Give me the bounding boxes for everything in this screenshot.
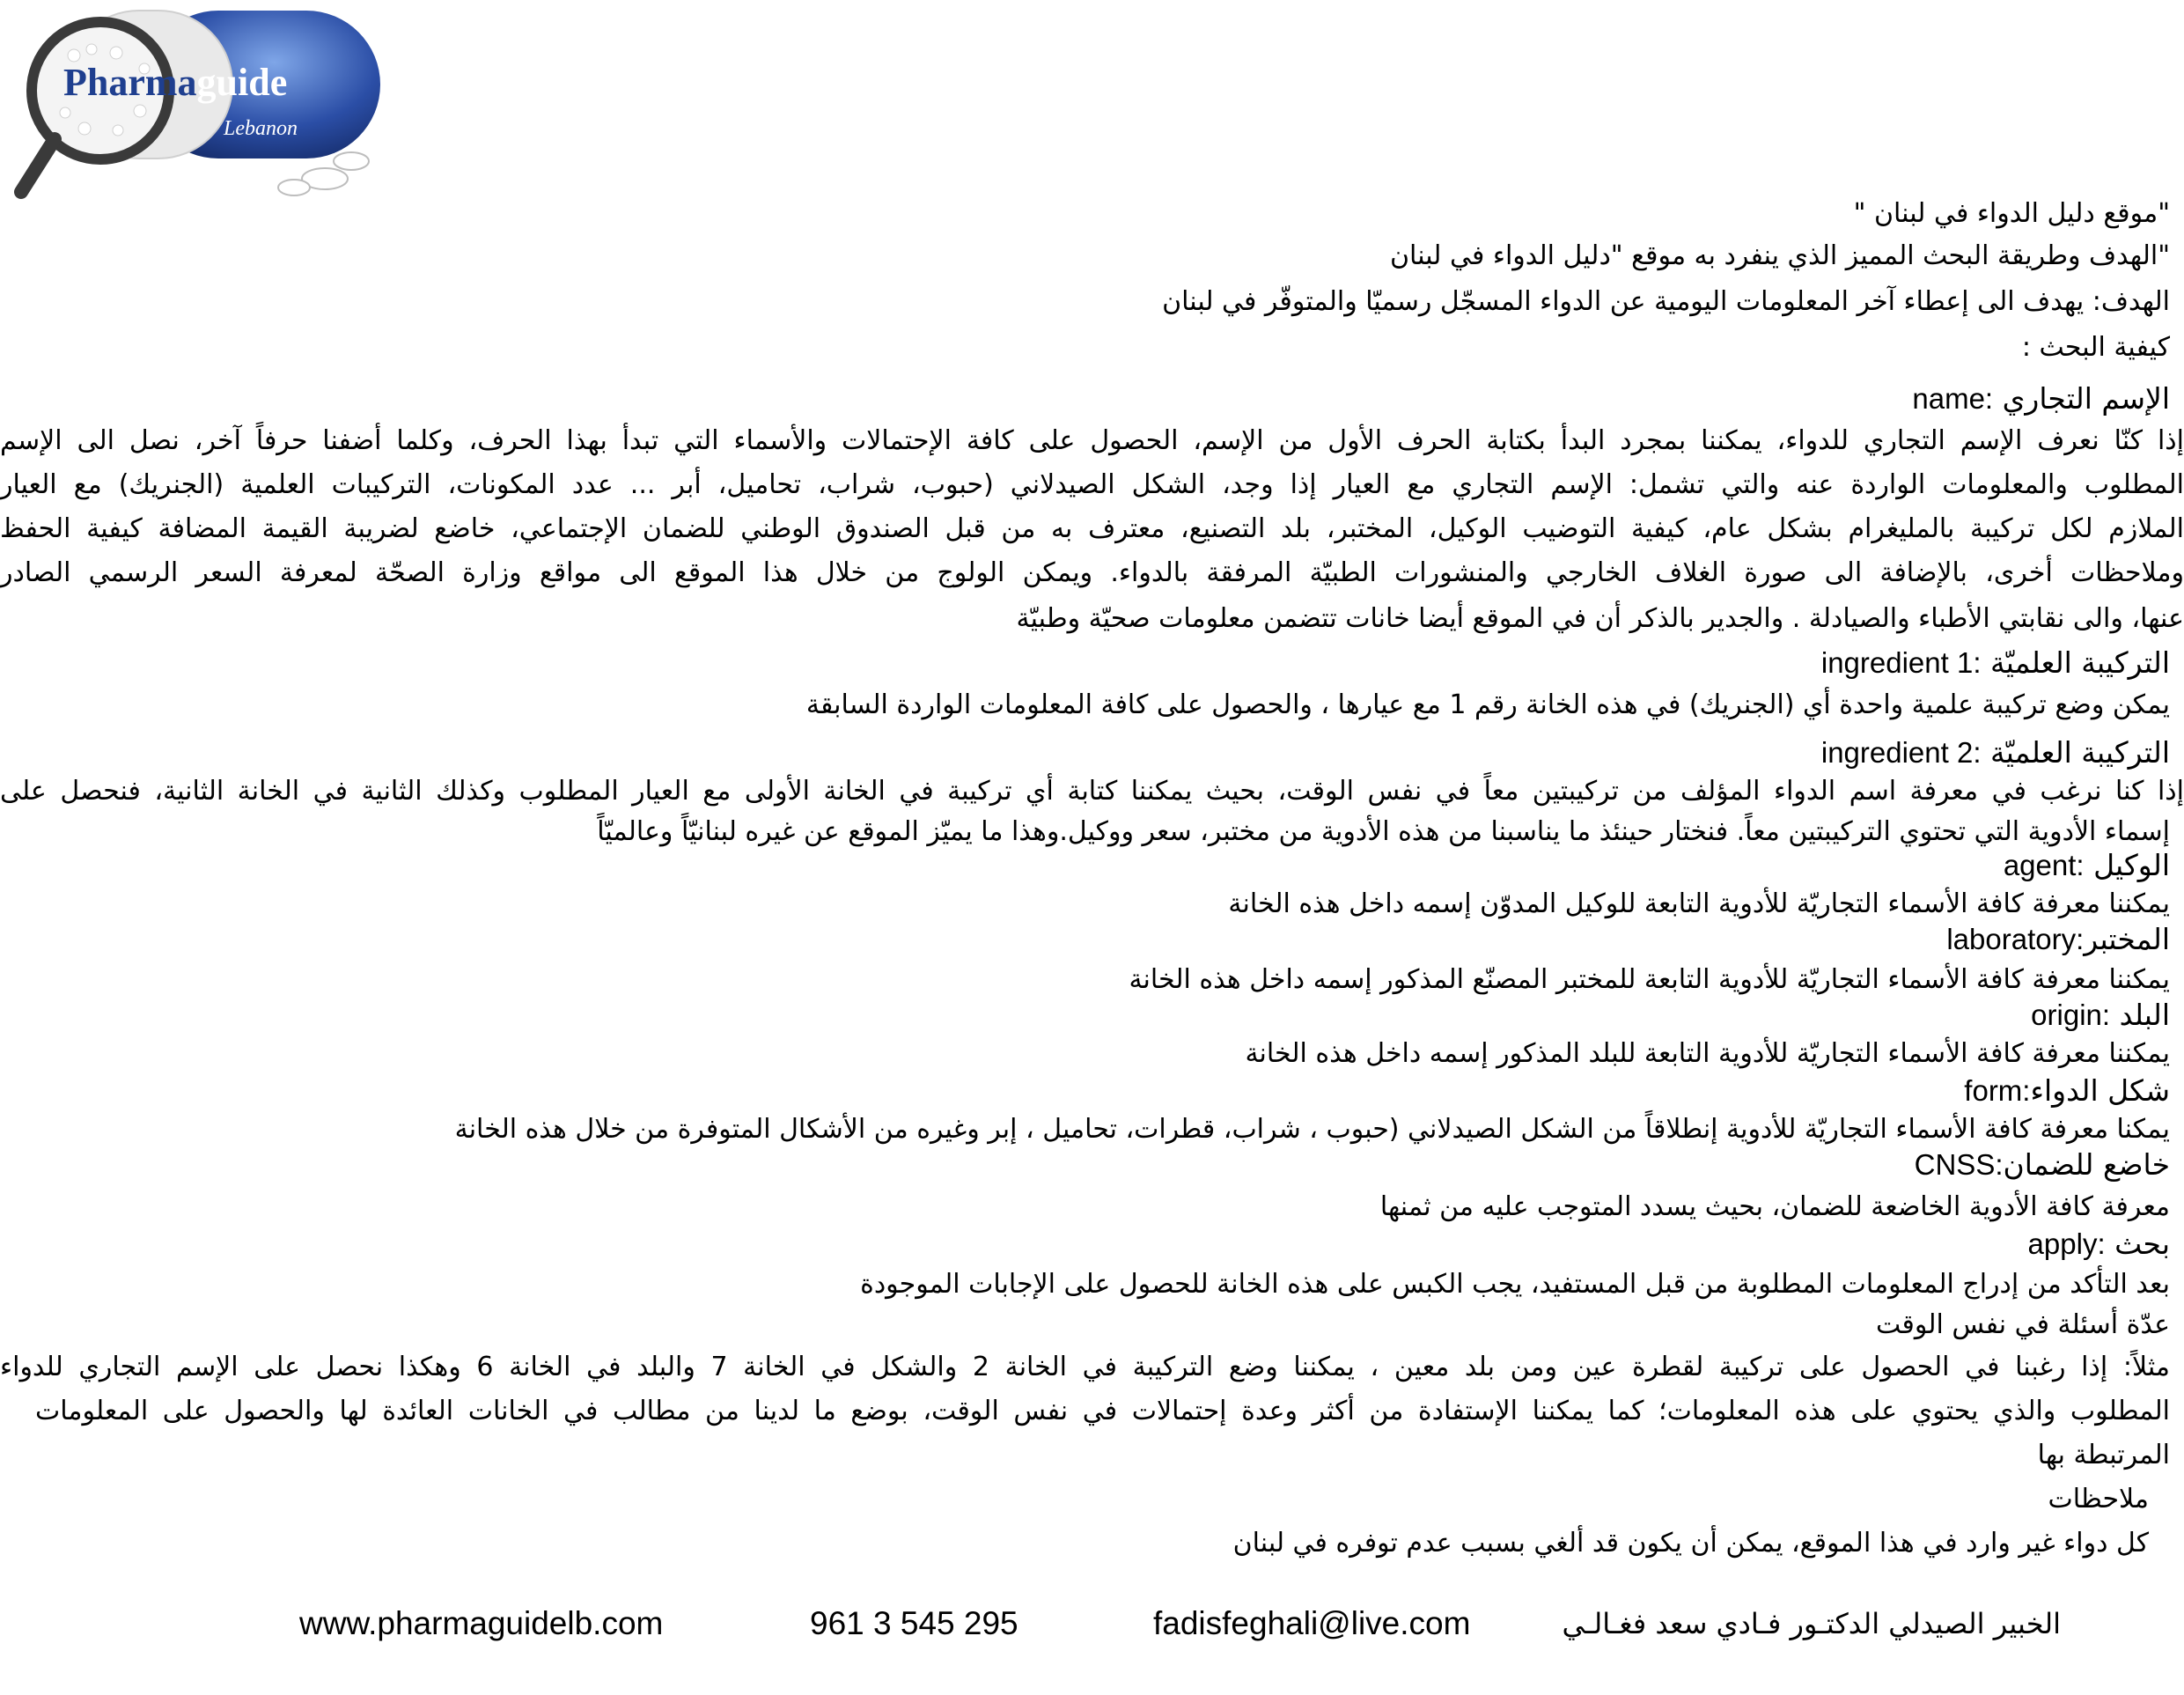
logo-wordmark: Pharmaguide (63, 61, 288, 104)
origin-heading: origin: البلد (2031, 998, 2170, 1032)
laboratory-heading: laboratory:المختبر (1946, 922, 2170, 956)
agent-heading: agent: الوكيل (2003, 848, 2170, 882)
cnss-heading: CNSS:خاضع للضمان (1914, 1147, 2170, 1182)
name-text-line-5: عنها، والى نقابتي الأطباء والصيادلة . والجدير بالذكر أن في الموقع أيضا خانات تتضمن معلومات صحيّة وطبيّة (1016, 603, 2184, 634)
form-heading: form:شكل الدواء (1964, 1073, 2170, 1108)
intro-goal-text: الهدف: يهدف الى إعطاء آخر المعلومات اليومية عن الدواء المسجّل رسميّا والمتوفّر في لبنان (1162, 286, 2170, 317)
name-text-line-2: المطلوب والمعلومات الواردة عنه والتي تشمل: الإسم التجاري مع العيار إذا وجد، الشكل الصيدلاني (حبوب، شراب، تحاميل، أبر ... عدد المكونات، التركيبات العلمية (الجنريك) مع العيار (0, 469, 2184, 500)
form-text: يمكنا معرفة كافة الأسماء التجاريّة للأدوية إنطلاقاً من الشكل الصيدلاني (حبوب ، شراب، قطرات، تحاميل ، إبر وغيره من الأشكال المتوفرة من خلال هذه الخانة (454, 1114, 2170, 1145)
footer-email[interactable]: fadisfeghali@live.com (1153, 1605, 1471, 1641)
example-text-line-3: المرتبطة بها (2037, 1440, 2170, 1470)
agent-text: يمكننا معرفة كافة الأسماء التجاريّة للأدوية التابعة للوكيل المدوّن إسمه داخل هذه الخانة (1228, 888, 2170, 919)
ingredient1-text: يمكن وضع تركيبة علمية واحدة أي (الجنريك) في هذه الخانة رقم 1 مع عيارها ، والحصول على كافة المعلومات الواردة السابقة (805, 689, 2170, 720)
example-text-line-1: مثلاً: إذا رغبنا في الحصول على تركيبة لقطرة عين ومن بلد معين ، يمكننا وضع التركيبة في الخانة 2 والشكل في الخانة 7 والبلد في الخانة 6 وهكذا نحصل على الإسم التجاري للدواء (0, 1352, 2170, 1382)
ingredient2-text-line-2: إسماء الأدوية التي تحتوي التركيبتين معاً. فنختار حينئذ ما يناسبنا من هذه الأدوية من مختبر، سعر ووكيل.وهذا ما يميّز الموقع عن غيره لبنانيّاً وعالميّاً (597, 816, 2170, 847)
laboratory-text: يمكننا معرفة كافة الأسماء التجاريّة للأدوية التابعة للمختبر المصنّع المذكور إسمه داخل هذه الخانة (1129, 964, 2170, 995)
ingredient1-heading: ingredient 1: التركيبة العلميّة (1820, 645, 2170, 680)
notes-title: ملاحظات (2048, 1484, 2149, 1514)
apply-heading: apply: بحث (2027, 1227, 2170, 1261)
apply-text-line-1: بعد التأكد من إدراج المعلومات المطلوبة من قبل المستفيد، يجب الكبس على هذه الخانة للحصول على الإجابات الموجودة (860, 1269, 2170, 1300)
origin-text: يمكننا معرفة كافة الأسماء التجاريّة للأدوية التابعة للبلد المذكور إسمه داخل هذه الخانة (1245, 1038, 2170, 1069)
ingredient2-text-line-1: إذا كنا نرغب في معرفة اسم الدواء المؤلف من تركيبتين معاً في نفس الوقت، بحيث يمكننا كتابة أي تركيبة في الخانة الأولى مع العيار المطلوب وكذلك الثانية في الخانة الثانية، فنحصل على (0, 776, 2184, 807)
how-to-search: كيفية البحث : (2021, 332, 2170, 363)
apply-text-line-2: عدّة أسئلة في نفس الوقت (1876, 1309, 2170, 1340)
cnss-text: معرفة كافة الأدوية الخاضعة للضمان، بحيث يسدد المتوجب عليه من ثمنها (1379, 1191, 2170, 1222)
logo-tagline: Lebanon (224, 117, 298, 140)
footer-phone: 961 3 545 295 (810, 1605, 1018, 1641)
intro-title: "موقع دليل الدواء في لبنان " (1853, 198, 2170, 229)
ingredient2-heading: ingredient 2: التركيبة العلميّة (1820, 735, 2170, 770)
name-text-line-3: الملازم لكل تركيبة بالمليغرام بشكل عام، كيفية التوضيب الوكيل، المختبر، بلد التصنيع، معترف به من قبل الصندوق الوطني للضمان الإجتماعي، خاضع لضريبة القيمة المضافة كيفية الحفظ (0, 513, 2184, 544)
footer-author: الخبير الصيدلي الدكتـور فـادي سعد فغـالـي (1562, 1607, 2061, 1640)
name-text-line-4: وملاحظات أخرى، بالإضافة الى صورة الغلاف الخارجي والمنشورات الطبيّة المرفقة بالدواء. ويمكن الولوج من خلال هذا الموقع الى مواقع وزارة الصحّة لمعرفة السعر الرسمي الصادر (0, 557, 2184, 588)
pharmaguide-logo (12, 7, 391, 203)
name-heading: name: الإسم التجاري (1912, 381, 2170, 416)
intro-goal-line: "الهدف وطريقة البحث المميز الذي ينفرد به موقع "دليل الدواء في لبنان (1390, 240, 2170, 271)
name-text-line-1: إذا كنّا نعرف الإسم التجاري للدواء، يمكننا بمجرد البدأ بكتابة الحرف الأول من الإسم، الحصول على كافة الإحتمالات والأسماء التي تبدأ بهذا الحرف، وكلما أضفنا حرفاً آخر، نصل الى الإسم (0, 425, 2184, 456)
notes-text: كل دواء غير وارد في هذا الموقع، يمكن أن يكون قد ألغي بسبب عدم توفره في لبنان (1232, 1528, 2149, 1559)
footer-website[interactable]: www.pharmaguidelb.com (299, 1605, 664, 1641)
example-text-line-2: المطلوب والذي يحتوي على هذه المعلومات؛ كما يمكننا الإستفادة من أكثر وعدة إحتمالات في نفس الوقت، بوضع ما لدينا من مطالب في الخانات العائدة لها والحصول على المعلومات (35, 1396, 2170, 1426)
